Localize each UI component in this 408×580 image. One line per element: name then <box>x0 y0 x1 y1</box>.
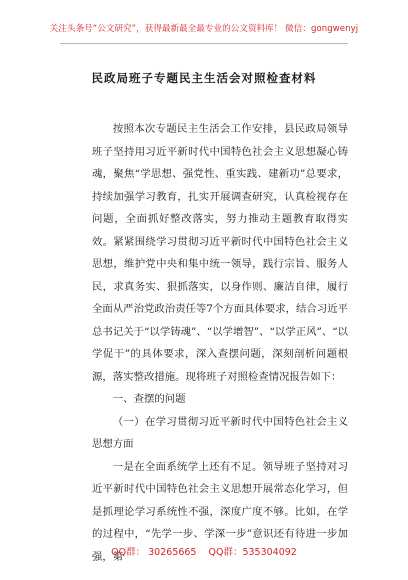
subsection-heading: （一）在学习贯彻习近平新时代中国特色社会主义思想方面 <box>92 415 348 450</box>
footer-contact <box>0 544 408 558</box>
document-title: 民政局班子专题民主生活会对照检查材料 <box>91 71 317 85</box>
footer-qq-group: QQ群： 30265665 <box>111 547 197 558</box>
section-heading: 一、查摆的问题 <box>112 393 186 405</box>
header-note: 关注头条号“公文研究”，获得最新最全最专业的公文资料库！ 微信：gongwenyj <box>49 24 359 34</box>
body-paragraph: 一是在全面系统学上还有不足。领导班子坚持对习近平新时代中国特色社会主义思想开展常态化学习，但是抓理论学习系统性不强，深度广度不够。比如，在学的过程中，“先学一步、学深一步”意识还有待进一步加强，第 <box>92 460 348 563</box>
intro-paragraph: 按照本次专题民主生活会工作安排，县民政局领导班子坚持用习近平新时代中国特色社会主义思想凝心铸魂，聚焦“学思想、强党性、重实践、建新功”总要求，持续加强学习教育，扎实开展调查研究，认真检视存在问题，全面抓好整改落实，努力推动主题教育取得实效。紧紧围绕学习贯彻习近平新时代中国特色社会主义思想，维护党中央和集中统一领导，践行宗旨、服务人民，求真务实、狠抓落实，以身作则、廉洁自律，履行全面从严治党政治责任等7个方面具体要求，结合习近平总书记关于“以学铸魂”、“以学增智”、“以学正风”、“以学促干”的具体要求，深入查摆问题，深刻剖析问题根源，落实整改措施。现将班子对照检查情况报告如下： <box>92 123 348 383</box>
header-divider <box>60 43 348 44</box>
footer-qq: QQ群：535304092 <box>208 547 297 558</box>
document-body <box>92 118 348 568</box>
